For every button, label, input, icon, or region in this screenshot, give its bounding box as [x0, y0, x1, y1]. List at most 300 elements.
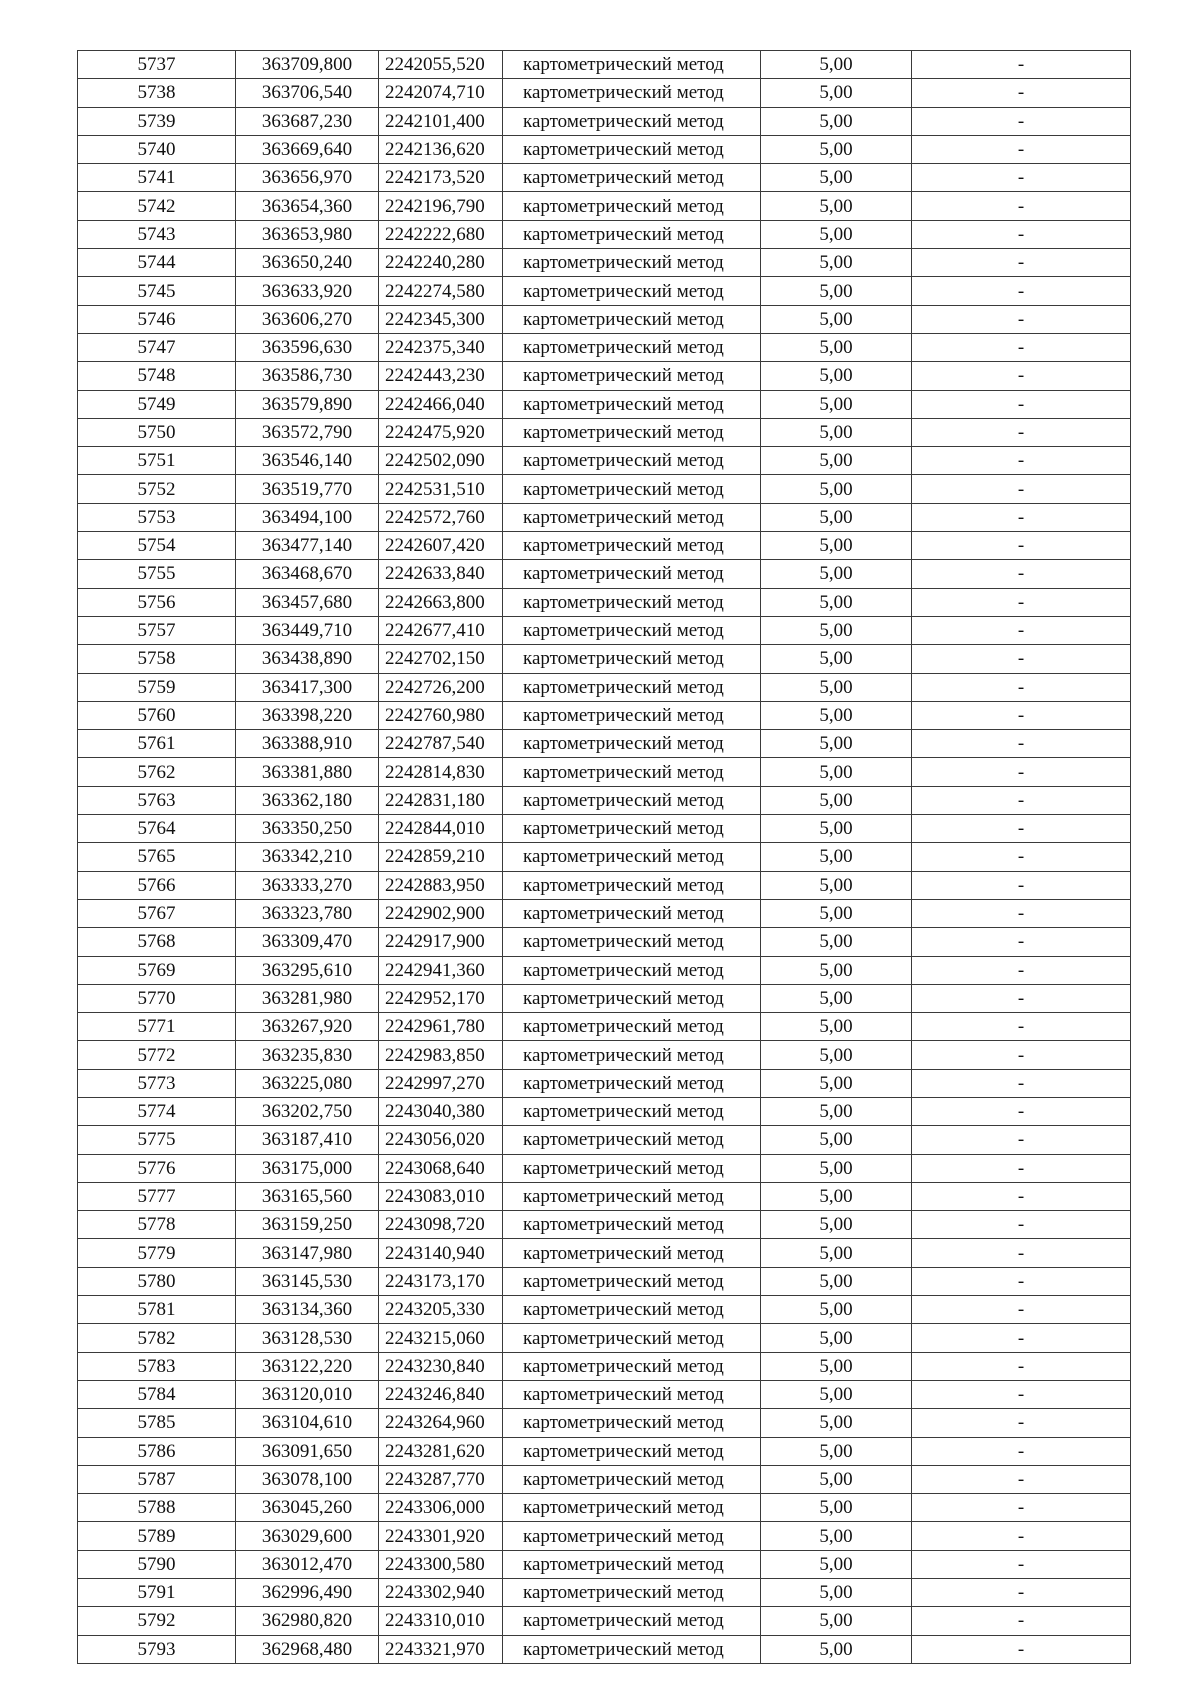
x-coordinate-cell: 363309,470 [236, 928, 379, 956]
accuracy-cell: 5,00 [761, 418, 912, 446]
x-coordinate-cell: 363267,920 [236, 1013, 379, 1041]
note-cell: - [912, 107, 1131, 135]
note-cell: - [912, 1494, 1131, 1522]
note-cell: - [912, 503, 1131, 531]
accuracy-cell: 5,00 [761, 1182, 912, 1210]
method-cell: картометрический метод [503, 79, 761, 107]
accuracy-cell: 5,00 [761, 1324, 912, 1352]
method-cell: картометрический метод [503, 1239, 761, 1267]
x-coordinate-cell: 363145,530 [236, 1267, 379, 1295]
note-cell: - [912, 1607, 1131, 1635]
x-coordinate-cell: 363457,680 [236, 588, 379, 616]
y-coordinate-cell: 2243246,840 [379, 1380, 503, 1408]
point-number-cell: 5768 [78, 928, 236, 956]
method-cell: картометрический метод [503, 249, 761, 277]
table-row [78, 503, 1131, 531]
y-coordinate-cell: 2242814,830 [379, 758, 503, 786]
method-cell: картометрический метод [503, 1324, 761, 1352]
x-coordinate-cell: 363653,980 [236, 220, 379, 248]
x-coordinate-cell: 363128,530 [236, 1324, 379, 1352]
accuracy-cell: 5,00 [761, 532, 912, 560]
note-cell: - [912, 1296, 1131, 1324]
accuracy-cell: 5,00 [761, 899, 912, 927]
accuracy-cell: 5,00 [761, 503, 912, 531]
table-row [78, 645, 1131, 673]
table-row [78, 701, 1131, 729]
y-coordinate-cell: 2243300,580 [379, 1550, 503, 1578]
y-coordinate-cell: 2242173,520 [379, 164, 503, 192]
note-cell: - [912, 899, 1131, 927]
note-cell: - [912, 815, 1131, 843]
method-cell: картометрический метод [503, 956, 761, 984]
y-coordinate-cell: 2242222,680 [379, 220, 503, 248]
x-coordinate-cell: 363029,600 [236, 1522, 379, 1550]
table-row [78, 475, 1131, 503]
accuracy-cell: 5,00 [761, 1635, 912, 1663]
method-cell: картометрический метод [503, 51, 761, 79]
accuracy-cell: 5,00 [761, 1465, 912, 1493]
y-coordinate-cell: 2242961,780 [379, 1013, 503, 1041]
method-cell: картометрический метод [503, 1126, 761, 1154]
note-cell: - [912, 1522, 1131, 1550]
point-number-cell: 5774 [78, 1097, 236, 1125]
method-cell: картометрический метод [503, 192, 761, 220]
x-coordinate-cell: 363235,830 [236, 1041, 379, 1069]
table-row [78, 362, 1131, 390]
point-number-cell: 5780 [78, 1267, 236, 1295]
x-coordinate-cell: 363388,910 [236, 730, 379, 758]
table-row [78, 588, 1131, 616]
point-number-cell: 5792 [78, 1607, 236, 1635]
point-number-cell: 5742 [78, 192, 236, 220]
point-number-cell: 5783 [78, 1352, 236, 1380]
x-coordinate-cell: 363134,360 [236, 1296, 379, 1324]
note-cell: - [912, 447, 1131, 475]
y-coordinate-cell: 2243310,010 [379, 1607, 503, 1635]
accuracy-cell: 5,00 [761, 956, 912, 984]
table-row [78, 956, 1131, 984]
table-row [78, 51, 1131, 79]
point-number-cell: 5752 [78, 475, 236, 503]
table-row [78, 1635, 1131, 1663]
x-coordinate-cell: 363706,540 [236, 79, 379, 107]
x-coordinate-cell: 363633,920 [236, 277, 379, 305]
point-number-cell: 5765 [78, 843, 236, 871]
note-cell: - [912, 1211, 1131, 1239]
point-number-cell: 5782 [78, 1324, 236, 1352]
x-coordinate-cell: 363342,210 [236, 843, 379, 871]
table-row [78, 1267, 1131, 1295]
y-coordinate-cell: 2242101,400 [379, 107, 503, 135]
x-coordinate-cell: 363045,260 [236, 1494, 379, 1522]
accuracy-cell: 5,00 [761, 1097, 912, 1125]
x-coordinate-cell: 363281,980 [236, 984, 379, 1012]
method-cell: картометрический метод [503, 701, 761, 729]
method-cell: картометрический метод [503, 1352, 761, 1380]
accuracy-cell: 5,00 [761, 758, 912, 786]
x-coordinate-cell: 363078,100 [236, 1465, 379, 1493]
x-coordinate-cell: 363175,000 [236, 1154, 379, 1182]
method-cell: картометрический метод [503, 1041, 761, 1069]
method-cell: картометрический метод [503, 1494, 761, 1522]
note-cell: - [912, 1069, 1131, 1097]
table-row [78, 673, 1131, 701]
y-coordinate-cell: 2242633,840 [379, 560, 503, 588]
y-coordinate-cell: 2242663,800 [379, 588, 503, 616]
table-row [78, 277, 1131, 305]
x-coordinate-cell: 363477,140 [236, 532, 379, 560]
y-coordinate-cell: 2243173,170 [379, 1267, 503, 1295]
method-cell: картометрический метод [503, 815, 761, 843]
x-coordinate-cell: 363120,010 [236, 1380, 379, 1408]
y-coordinate-cell: 2243264,960 [379, 1409, 503, 1437]
accuracy-cell: 5,00 [761, 249, 912, 277]
method-cell: картометрический метод [503, 1182, 761, 1210]
table-row [78, 1324, 1131, 1352]
table-row [78, 1126, 1131, 1154]
table-row [78, 560, 1131, 588]
point-number-cell: 5764 [78, 815, 236, 843]
table-row [78, 1352, 1131, 1380]
accuracy-cell: 5,00 [761, 1579, 912, 1607]
method-cell: картометрический метод [503, 560, 761, 588]
note-cell: - [912, 560, 1131, 588]
accuracy-cell: 5,00 [761, 984, 912, 1012]
method-cell: картометрический метод [503, 1296, 761, 1324]
accuracy-cell: 5,00 [761, 1437, 912, 1465]
table-row [78, 984, 1131, 1012]
table-row [78, 928, 1131, 956]
y-coordinate-cell: 2243068,640 [379, 1154, 503, 1182]
accuracy-cell: 5,00 [761, 333, 912, 361]
method-cell: картометрический метод [503, 1465, 761, 1493]
note-cell: - [912, 928, 1131, 956]
y-coordinate-cell: 2242859,210 [379, 843, 503, 871]
accuracy-cell: 5,00 [761, 1380, 912, 1408]
accuracy-cell: 5,00 [761, 1550, 912, 1578]
method-cell: картометрический метод [503, 220, 761, 248]
y-coordinate-cell: 2242531,510 [379, 475, 503, 503]
x-coordinate-cell: 362980,820 [236, 1607, 379, 1635]
method-cell: картометрический метод [503, 1097, 761, 1125]
y-coordinate-cell: 2242502,090 [379, 447, 503, 475]
accuracy-cell: 5,00 [761, 447, 912, 475]
x-coordinate-cell: 363579,890 [236, 390, 379, 418]
y-coordinate-cell: 2243287,770 [379, 1465, 503, 1493]
accuracy-cell: 5,00 [761, 192, 912, 220]
y-coordinate-cell: 2242883,950 [379, 871, 503, 899]
point-number-cell: 5778 [78, 1211, 236, 1239]
x-coordinate-cell: 362968,480 [236, 1635, 379, 1663]
point-number-cell: 5758 [78, 645, 236, 673]
table-row [78, 1296, 1131, 1324]
table-row [78, 1041, 1131, 1069]
note-cell: - [912, 645, 1131, 673]
y-coordinate-cell: 2242983,850 [379, 1041, 503, 1069]
method-cell: картометрический метод [503, 532, 761, 560]
y-coordinate-cell: 2242902,900 [379, 899, 503, 927]
method-cell: картометрический метод [503, 333, 761, 361]
table-row [78, 1380, 1131, 1408]
point-number-cell: 5770 [78, 984, 236, 1012]
x-coordinate-cell: 363606,270 [236, 305, 379, 333]
table-row [78, 758, 1131, 786]
accuracy-cell: 5,00 [761, 1607, 912, 1635]
x-coordinate-cell: 363012,470 [236, 1550, 379, 1578]
method-cell: картометрический метод [503, 928, 761, 956]
note-cell: - [912, 758, 1131, 786]
x-coordinate-cell: 363687,230 [236, 107, 379, 135]
point-number-cell: 5777 [78, 1182, 236, 1210]
method-cell: картометрический метод [503, 1069, 761, 1097]
note-cell: - [912, 79, 1131, 107]
accuracy-cell: 5,00 [761, 1267, 912, 1295]
point-number-cell: 5757 [78, 616, 236, 644]
note-cell: - [912, 135, 1131, 163]
method-cell: картометрический метод [503, 673, 761, 701]
table-row [78, 447, 1131, 475]
x-coordinate-cell: 363519,770 [236, 475, 379, 503]
method-cell: картометрический метод [503, 616, 761, 644]
note-cell: - [912, 588, 1131, 616]
point-number-cell: 5738 [78, 79, 236, 107]
accuracy-cell: 5,00 [761, 701, 912, 729]
y-coordinate-cell: 2242941,360 [379, 956, 503, 984]
note-cell: - [912, 305, 1131, 333]
table-body [78, 51, 1131, 1664]
table-row [78, 730, 1131, 758]
y-coordinate-cell: 2242136,620 [379, 135, 503, 163]
table-row [78, 899, 1131, 927]
table-row [78, 164, 1131, 192]
table-row [78, 815, 1131, 843]
accuracy-cell: 5,00 [761, 1239, 912, 1267]
table-row [78, 1154, 1131, 1182]
accuracy-cell: 5,00 [761, 1296, 912, 1324]
y-coordinate-cell: 2243301,920 [379, 1522, 503, 1550]
x-coordinate-cell: 363494,100 [236, 503, 379, 531]
y-coordinate-cell: 2243321,970 [379, 1635, 503, 1663]
y-coordinate-cell: 2242443,230 [379, 362, 503, 390]
table-row [78, 532, 1131, 560]
method-cell: картометрический метод [503, 1013, 761, 1041]
x-coordinate-cell: 363202,750 [236, 1097, 379, 1125]
method-cell: картометрический метод [503, 899, 761, 927]
accuracy-cell: 5,00 [761, 305, 912, 333]
accuracy-cell: 5,00 [761, 786, 912, 814]
y-coordinate-cell: 2243040,380 [379, 1097, 503, 1125]
y-coordinate-cell: 2242952,170 [379, 984, 503, 1012]
y-coordinate-cell: 2242240,280 [379, 249, 503, 277]
note-cell: - [912, 1409, 1131, 1437]
note-cell: - [912, 1182, 1131, 1210]
accuracy-cell: 5,00 [761, 928, 912, 956]
table-row [78, 1465, 1131, 1493]
table-row [78, 1494, 1131, 1522]
x-coordinate-cell: 363295,610 [236, 956, 379, 984]
table-row [78, 1013, 1131, 1041]
accuracy-cell: 5,00 [761, 588, 912, 616]
accuracy-cell: 5,00 [761, 1154, 912, 1182]
method-cell: картометрический метод [503, 503, 761, 531]
y-coordinate-cell: 2242844,010 [379, 815, 503, 843]
x-coordinate-cell: 363669,640 [236, 135, 379, 163]
note-cell: - [912, 1380, 1131, 1408]
point-number-cell: 5739 [78, 107, 236, 135]
method-cell: картометрический метод [503, 1409, 761, 1437]
point-number-cell: 5741 [78, 164, 236, 192]
note-cell: - [912, 164, 1131, 192]
accuracy-cell: 5,00 [761, 362, 912, 390]
point-number-cell: 5763 [78, 786, 236, 814]
note-cell: - [912, 1437, 1131, 1465]
method-cell: картометрический метод [503, 1607, 761, 1635]
point-number-cell: 5781 [78, 1296, 236, 1324]
accuracy-cell: 5,00 [761, 1409, 912, 1437]
accuracy-cell: 5,00 [761, 277, 912, 305]
point-number-cell: 5787 [78, 1465, 236, 1493]
point-number-cell: 5745 [78, 277, 236, 305]
accuracy-cell: 5,00 [761, 390, 912, 418]
y-coordinate-cell: 2242677,410 [379, 616, 503, 644]
point-number-cell: 5744 [78, 249, 236, 277]
method-cell: картометрический метод [503, 1437, 761, 1465]
table-row [78, 192, 1131, 220]
y-coordinate-cell: 2242997,270 [379, 1069, 503, 1097]
point-number-cell: 5785 [78, 1409, 236, 1437]
note-cell: - [912, 701, 1131, 729]
note-cell: - [912, 1154, 1131, 1182]
y-coordinate-cell: 2242345,300 [379, 305, 503, 333]
table-row [78, 418, 1131, 446]
table-row [78, 786, 1131, 814]
accuracy-cell: 5,00 [761, 107, 912, 135]
x-coordinate-cell: 363333,270 [236, 871, 379, 899]
method-cell: картометрический метод [503, 871, 761, 899]
accuracy-cell: 5,00 [761, 220, 912, 248]
y-coordinate-cell: 2242572,760 [379, 503, 503, 531]
y-coordinate-cell: 2242466,040 [379, 390, 503, 418]
x-coordinate-cell: 363147,980 [236, 1239, 379, 1267]
table-row [78, 1409, 1131, 1437]
table-row [78, 1097, 1131, 1125]
table-row [78, 1607, 1131, 1635]
point-number-cell: 5748 [78, 362, 236, 390]
x-coordinate-cell: 362996,490 [236, 1579, 379, 1607]
note-cell: - [912, 984, 1131, 1012]
method-cell: картометрический метод [503, 164, 761, 192]
note-cell: - [912, 843, 1131, 871]
point-number-cell: 5754 [78, 532, 236, 560]
note-cell: - [912, 1550, 1131, 1578]
accuracy-cell: 5,00 [761, 560, 912, 588]
accuracy-cell: 5,00 [761, 673, 912, 701]
table-row [78, 1211, 1131, 1239]
point-number-cell: 5747 [78, 333, 236, 361]
y-coordinate-cell: 2242375,340 [379, 333, 503, 361]
note-cell: - [912, 390, 1131, 418]
point-number-cell: 5772 [78, 1041, 236, 1069]
table-row [78, 107, 1131, 135]
method-cell: картометрический метод [503, 1579, 761, 1607]
point-number-cell: 5737 [78, 51, 236, 79]
y-coordinate-cell: 2242196,790 [379, 192, 503, 220]
method-cell: картометрический метод [503, 362, 761, 390]
note-cell: - [912, 1041, 1131, 1069]
point-number-cell: 5775 [78, 1126, 236, 1154]
point-number-cell: 5769 [78, 956, 236, 984]
accuracy-cell: 5,00 [761, 730, 912, 758]
note-cell: - [912, 220, 1131, 248]
table-row [78, 1579, 1131, 1607]
note-cell: - [912, 1097, 1131, 1125]
accuracy-cell: 5,00 [761, 475, 912, 503]
note-cell: - [912, 362, 1131, 390]
x-coordinate-cell: 363438,890 [236, 645, 379, 673]
note-cell: - [912, 1579, 1131, 1607]
y-coordinate-cell: 2242274,580 [379, 277, 503, 305]
accuracy-cell: 5,00 [761, 815, 912, 843]
x-coordinate-cell: 363468,670 [236, 560, 379, 588]
point-number-cell: 5766 [78, 871, 236, 899]
note-cell: - [912, 277, 1131, 305]
y-coordinate-cell: 2242787,540 [379, 730, 503, 758]
note-cell: - [912, 51, 1131, 79]
note-cell: - [912, 475, 1131, 503]
x-coordinate-cell: 363381,880 [236, 758, 379, 786]
x-coordinate-cell: 363225,080 [236, 1069, 379, 1097]
coordinates-table [77, 50, 1131, 1664]
accuracy-cell: 5,00 [761, 1041, 912, 1069]
x-coordinate-cell: 363398,220 [236, 701, 379, 729]
method-cell: картометрический метод [503, 1380, 761, 1408]
accuracy-cell: 5,00 [761, 645, 912, 673]
accuracy-cell: 5,00 [761, 1013, 912, 1041]
accuracy-cell: 5,00 [761, 843, 912, 871]
y-coordinate-cell: 2242831,180 [379, 786, 503, 814]
y-coordinate-cell: 2243098,720 [379, 1211, 503, 1239]
point-number-cell: 5767 [78, 899, 236, 927]
method-cell: картометрический метод [503, 135, 761, 163]
method-cell: картометрический метод [503, 447, 761, 475]
table-row [78, 1069, 1131, 1097]
y-coordinate-cell: 2243302,940 [379, 1579, 503, 1607]
y-coordinate-cell: 2242055,520 [379, 51, 503, 79]
note-cell: - [912, 333, 1131, 361]
y-coordinate-cell: 2242702,150 [379, 645, 503, 673]
y-coordinate-cell: 2243205,330 [379, 1296, 503, 1324]
point-number-cell: 5749 [78, 390, 236, 418]
note-cell: - [912, 418, 1131, 446]
method-cell: картометрический метод [503, 418, 761, 446]
method-cell: картометрический метод [503, 1211, 761, 1239]
note-cell: - [912, 192, 1131, 220]
point-number-cell: 5776 [78, 1154, 236, 1182]
table-row [78, 249, 1131, 277]
x-coordinate-cell: 363122,220 [236, 1352, 379, 1380]
accuracy-cell: 5,00 [761, 164, 912, 192]
method-cell: картометрический метод [503, 786, 761, 814]
accuracy-cell: 5,00 [761, 616, 912, 644]
method-cell: картометрический метод [503, 1522, 761, 1550]
method-cell: картометрический метод [503, 305, 761, 333]
method-cell: картометрический метод [503, 475, 761, 503]
y-coordinate-cell: 2242726,200 [379, 673, 503, 701]
point-number-cell: 5746 [78, 305, 236, 333]
x-coordinate-cell: 363091,650 [236, 1437, 379, 1465]
accuracy-cell: 5,00 [761, 1211, 912, 1239]
point-number-cell: 5751 [78, 447, 236, 475]
